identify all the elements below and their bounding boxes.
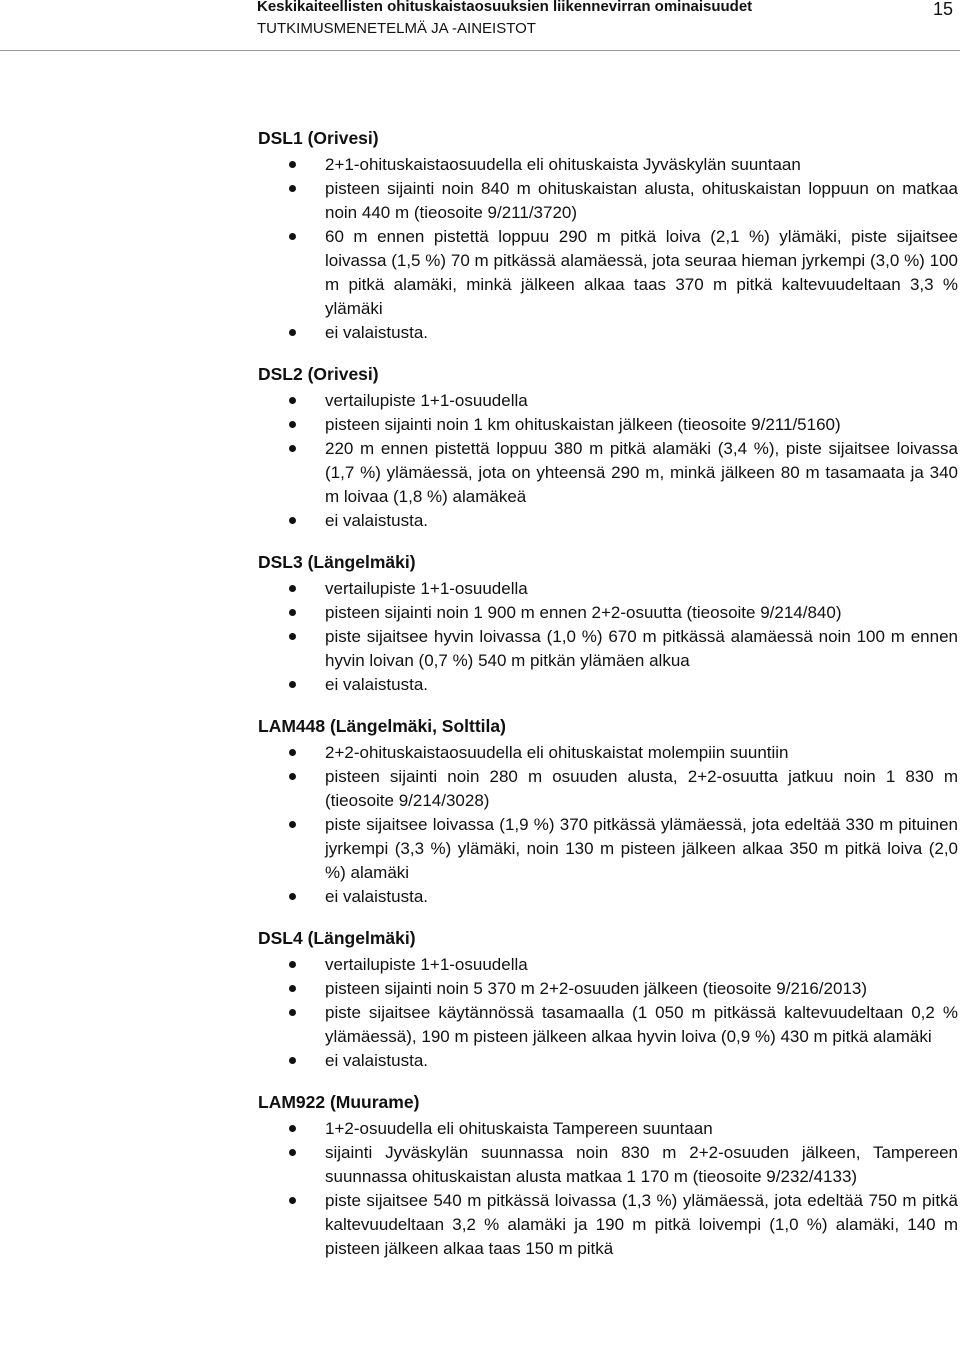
list-item-text: pisteen sijainti noin 1 900 m ennen 2+2-osuutta (tieosoite 9/214/840) <box>325 603 842 622</box>
list-item-text: piste sijaitsee käytännössä tasamaalla (1 050 m pitkässä kaltevuudeltaan 0,2 % ylämäessä), 190 m pisteen jälkeen alkaa hyvin loiva (0,9 %) 430 m pitkä alamäki <box>325 1003 958 1046</box>
bullet-icon <box>289 1009 296 1016</box>
measurement-site-section <box>258 1090 958 1261</box>
document-body <box>258 126 958 1278</box>
bullet-icon <box>289 329 296 336</box>
section-heading: DSL2 (Orivesi) <box>258 364 379 384</box>
list-item-text: pisteen sijainti noin 280 m osuuden alusta, 2+2-osuutta jatkuu noin 1 830 m (tieosoite 9/214/3028) <box>325 767 958 810</box>
bullet-list <box>258 153 958 345</box>
list-item <box>258 885 958 909</box>
list-item-text: 1+2-osuudella eli ohituskaista Tampereen suuntaan <box>325 1119 713 1138</box>
section-heading: DSL1 (Orivesi) <box>258 128 379 148</box>
list-item-text: vertailupiste 1+1-osuudella <box>325 391 528 410</box>
bullet-icon <box>289 773 296 780</box>
bullet-list <box>258 1117 958 1261</box>
list-item <box>258 765 958 813</box>
list-item <box>258 1049 958 1073</box>
bullet-icon <box>289 961 296 968</box>
measurement-site-section <box>258 926 958 1073</box>
bullet-icon <box>289 609 296 616</box>
list-item-text: pisteen sijainti noin 1 km ohituskaistan jälkeen (tieosoite 9/211/5160) <box>325 415 841 434</box>
bullet-icon <box>289 633 296 640</box>
list-item <box>258 1189 958 1261</box>
list-item <box>258 577 958 601</box>
list-item <box>258 153 958 177</box>
bullet-icon <box>289 1057 296 1064</box>
list-item-text: 2+2-ohituskaistaosuudella eli ohituskaistat molempiin suuntiin <box>325 743 789 762</box>
list-item-text: pisteen sijainti noin 840 m ohituskaistan alusta, ohituskaistan loppuun on matkaa noin 440 m (tieosoite 9/211/3720) <box>325 179 958 222</box>
list-item <box>258 225 958 321</box>
list-item-text: piste sijaitsee hyvin loivassa (1,0 %) 670 m pitkässä alamäessä noin 100 m ennen hyvin loivan (0,7 %) 540 m pitkän ylämäen alkua <box>325 627 958 670</box>
document-subtitle: TUTKIMUSMENETELMÄ JA -AINEISTOT <box>257 20 536 37</box>
list-item <box>258 1117 958 1141</box>
list-item <box>258 413 958 437</box>
bullet-icon <box>289 517 296 524</box>
bullet-icon <box>289 1125 296 1132</box>
list-item-text: 60 m ennen pistettä loppuu 290 m pitkä loiva (2,1 %) ylämäki, piste sijaitsee loivassa (1,5 %) 70 m pitkässä alamäessä, jota seuraa hieman jyrkempi (3,0 %) 100 m pitkä alamäki, minkä jälkeen alkaa taas 370 m pitkä kaltevuudeltaan 3,3 % ylämäki <box>325 227 958 318</box>
section-heading: DSL3 (Längelmäki) <box>258 552 416 572</box>
list-item-text: vertailupiste 1+1-osuudella <box>325 579 528 598</box>
measurement-site-section <box>258 126 958 345</box>
bullet-icon <box>289 161 296 168</box>
list-item-text: 220 m ennen pistettä loppuu 380 m pitkä alamäki (3,4 %), piste sijaitsee loivassa (1,7 %) ylämäessä, jota on yhteensä 290 m, minkä jälkeen 80 m tasamaata ja 340 m loivaa (1,8 %) alamäkeä <box>325 439 958 506</box>
bullet-list <box>258 741 958 909</box>
list-item <box>258 321 958 345</box>
measurement-site-section <box>258 550 958 697</box>
section-heading: LAM922 (Muurame) <box>258 1092 420 1112</box>
bullet-icon <box>289 1197 296 1204</box>
list-item-text: sijainti Jyväskylän suunnassa noin 830 m 2+2-osuuden jälkeen, Tampereen suunnassa ohituskaistan alusta matkaa 1 170 m (tieosoite 9/232/4133) <box>325 1143 958 1186</box>
list-item <box>258 1001 958 1049</box>
section-heading: LAM448 (Längelmäki, Solttila) <box>258 716 506 736</box>
list-item-text: ei valaistusta. <box>325 511 428 530</box>
page-number: 15 <box>933 0 954 19</box>
bullet-list <box>258 577 958 697</box>
bullet-icon <box>289 681 296 688</box>
list-item <box>258 437 958 509</box>
bullet-icon <box>289 397 296 404</box>
list-item <box>258 601 958 625</box>
list-item-text: 2+1-ohituskaistaosuudella eli ohituskaista Jyväskylän suuntaan <box>325 155 801 174</box>
list-item <box>258 389 958 413</box>
measurement-site-section <box>258 362 958 533</box>
bullet-icon <box>289 233 296 240</box>
list-item-text: pisteen sijainti noin 5 370 m 2+2-osuuden jälkeen (tieosoite 9/216/2013) <box>325 979 868 998</box>
list-item-text: ei valaistusta. <box>325 887 428 906</box>
page-header <box>0 0 960 51</box>
bullet-list <box>258 389 958 533</box>
section-heading: DSL4 (Längelmäki) <box>258 928 416 948</box>
bullet-icon <box>289 445 296 452</box>
bullet-icon <box>289 893 296 900</box>
bullet-list <box>258 953 958 1073</box>
list-item <box>258 1141 958 1189</box>
bullet-icon <box>289 749 296 756</box>
list-item-text: ei valaistusta. <box>325 1051 428 1070</box>
list-item-text: vertailupiste 1+1-osuudella <box>325 955 528 974</box>
list-item <box>258 813 958 885</box>
list-item <box>258 953 958 977</box>
list-item <box>258 977 958 1001</box>
list-item <box>258 177 958 225</box>
measurement-site-section <box>258 714 958 909</box>
bullet-icon <box>289 585 296 592</box>
list-item <box>258 625 958 673</box>
list-item-text: piste sijaitsee 540 m pitkässä loivassa (1,3 %) ylämäessä, jota edeltää 750 m pitkä kaltevuudeltaan 3,2 % alamäki ja 190 m pitkä loivempi (1,0 %) alamäki, 140 m pisteen jälkeen alkaa taas 150 m pitkä <box>325 1191 958 1258</box>
list-item-text: ei valaistusta. <box>325 323 428 342</box>
list-item-text: piste sijaitsee loivassa (1,9 %) 370 pitkässä ylämäessä, jota edeltää 330 m pituinen jyrkempi (3,3 %) ylämäki, noin 130 m pisteen jälkeen alkaa 350 m pitkä loiva (2,0 %) alamäki <box>325 815 958 882</box>
list-item <box>258 673 958 697</box>
bullet-icon <box>289 821 296 828</box>
list-item-text: ei valaistusta. <box>325 675 428 694</box>
bullet-icon <box>289 421 296 428</box>
bullet-icon <box>289 185 296 192</box>
document-title: Keskikaiteellisten ohituskaistaosuuksien liikennevirran ominaisuudet <box>257 0 753 15</box>
bullet-icon <box>289 985 296 992</box>
list-item <box>258 509 958 533</box>
list-item <box>258 741 958 765</box>
bullet-icon <box>289 1149 296 1156</box>
